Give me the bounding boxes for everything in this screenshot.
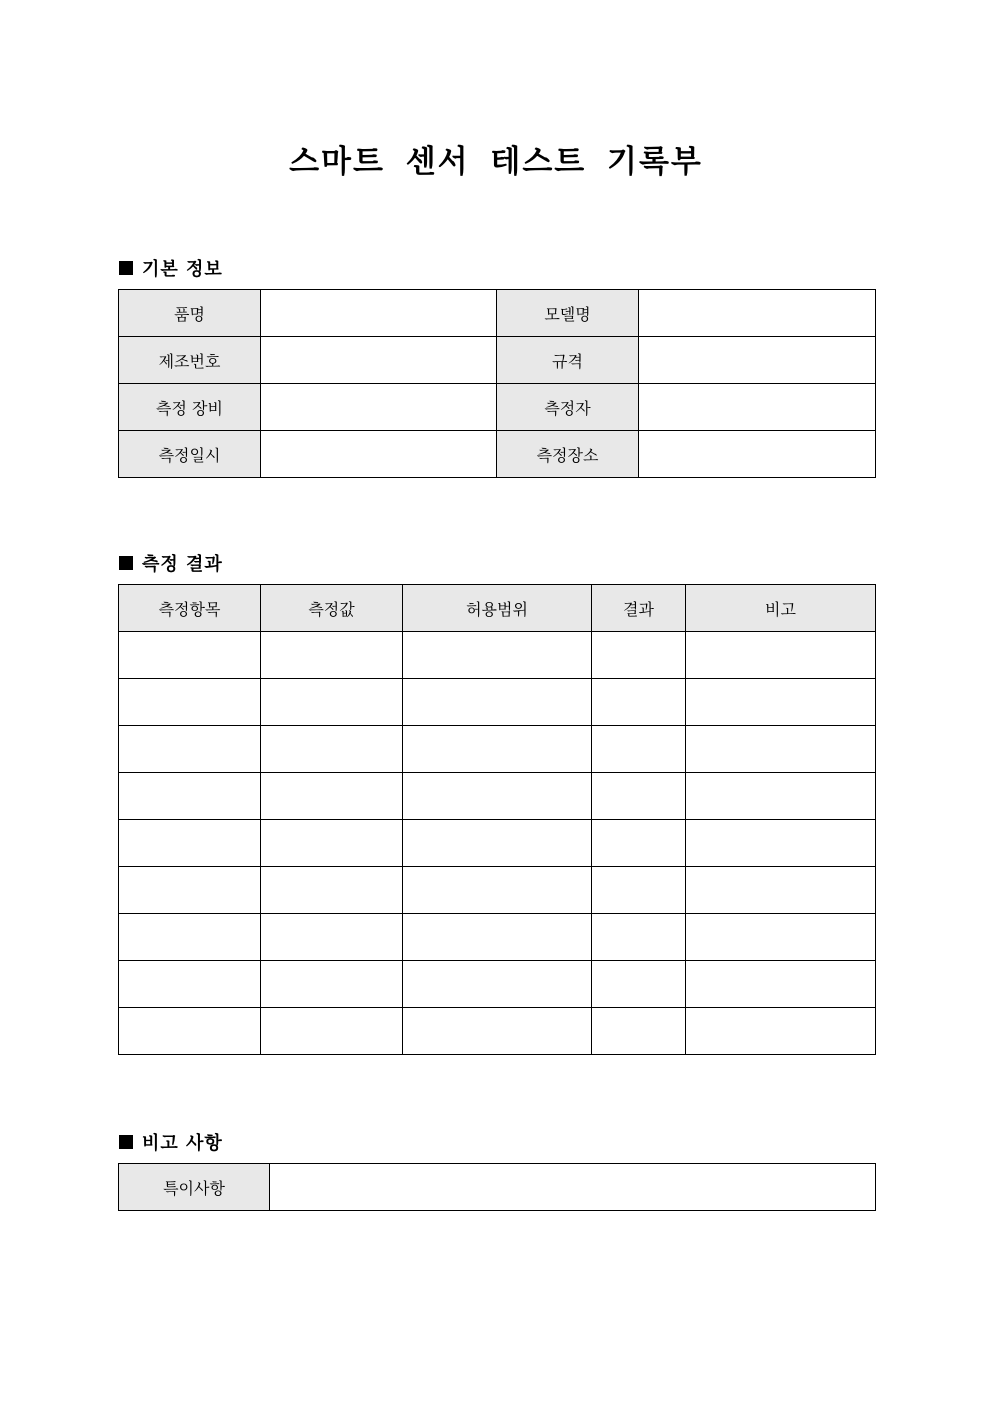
basic-info-value-field[interactable] (261, 290, 497, 337)
results-row (119, 914, 876, 961)
results-cell[interactable] (261, 632, 403, 679)
results-cell[interactable] (686, 820, 876, 867)
basic-info-label: 모델명 (497, 290, 639, 337)
results-heading (119, 550, 223, 576)
notes-value-field[interactable] (270, 1164, 876, 1211)
results-row (119, 961, 876, 1008)
results-cell[interactable] (686, 632, 876, 679)
results-cell[interactable] (261, 726, 403, 773)
black-square-icon (119, 261, 133, 275)
results-header-row (119, 585, 876, 632)
results-table (118, 584, 876, 1055)
basic-info-label: 측정장소 (497, 431, 639, 478)
results-column-header: 결과 (592, 585, 686, 632)
basic-info-value-field[interactable] (639, 290, 876, 337)
notes-label: 특이사항 (119, 1164, 270, 1211)
results-row (119, 726, 876, 773)
results-cell[interactable] (261, 867, 403, 914)
results-cell[interactable] (119, 632, 261, 679)
results-cell[interactable] (592, 961, 686, 1008)
basic-info-value-field[interactable] (261, 337, 497, 384)
basic-info-row (119, 290, 876, 337)
basic-info-row (119, 384, 876, 431)
results-cell[interactable] (261, 820, 403, 867)
notes-table (118, 1163, 876, 1211)
results-row (119, 867, 876, 914)
results-row (119, 632, 876, 679)
results-column-header: 비고 (686, 585, 876, 632)
notes-heading (119, 1129, 223, 1155)
basic-info-row (119, 337, 876, 384)
basic-info-label: 측정일시 (119, 431, 261, 478)
results-cell[interactable] (592, 867, 686, 914)
results-cell[interactable] (119, 867, 261, 914)
results-row (119, 679, 876, 726)
results-cell[interactable] (403, 1008, 592, 1055)
results-column-header: 측정값 (261, 585, 403, 632)
results-cell[interactable] (686, 679, 876, 726)
results-cell[interactable] (119, 726, 261, 773)
black-square-icon (119, 1135, 133, 1149)
results-row (119, 1008, 876, 1055)
basic-info-label: 제조번호 (119, 337, 261, 384)
results-cell[interactable] (261, 961, 403, 1008)
basic-info-value-field[interactable] (261, 431, 497, 478)
basic-info-value-field[interactable] (639, 337, 876, 384)
results-cell[interactable] (592, 820, 686, 867)
basic-info-value-field[interactable] (639, 431, 876, 478)
results-cell[interactable] (119, 773, 261, 820)
basic-info-heading-text: 기본 정보 (142, 259, 223, 280)
results-cell[interactable] (592, 679, 686, 726)
basic-info-row (119, 431, 876, 478)
results-cell[interactable] (119, 679, 261, 726)
results-cell[interactable] (261, 1008, 403, 1055)
basic-info-value-field[interactable] (639, 384, 876, 431)
results-cell[interactable] (119, 1008, 261, 1055)
results-cell[interactable] (686, 1008, 876, 1055)
page-title: 스마트 센서 테스트 기록부 (289, 144, 703, 180)
basic-info-label: 측정 장비 (119, 384, 261, 431)
results-cell[interactable] (261, 914, 403, 961)
basic-info-value-field[interactable] (261, 384, 497, 431)
results-cell[interactable] (119, 820, 261, 867)
results-cell[interactable] (686, 726, 876, 773)
results-cell[interactable] (592, 726, 686, 773)
results-row (119, 773, 876, 820)
results-heading-text: 측정 결과 (142, 554, 223, 575)
results-cell[interactable] (686, 867, 876, 914)
results-cell[interactable] (119, 961, 261, 1008)
basic-info-heading (119, 255, 223, 281)
basic-info-table (118, 289, 876, 478)
results-cell[interactable] (403, 632, 592, 679)
results-cell[interactable] (592, 632, 686, 679)
results-cell[interactable] (403, 961, 592, 1008)
black-square-icon (119, 556, 133, 570)
results-row (119, 820, 876, 867)
results-cell[interactable] (592, 1008, 686, 1055)
notes-heading-text: 비고 사항 (142, 1133, 223, 1154)
results-cell[interactable] (403, 679, 592, 726)
basic-info-label: 규격 (497, 337, 639, 384)
results-cell[interactable] (592, 914, 686, 961)
results-cell[interactable] (403, 726, 592, 773)
results-cell[interactable] (403, 914, 592, 961)
results-cell[interactable] (403, 867, 592, 914)
basic-info-label: 품명 (119, 290, 261, 337)
results-cell[interactable] (403, 820, 592, 867)
results-cell[interactable] (592, 773, 686, 820)
notes-row (119, 1164, 876, 1211)
results-cell[interactable] (403, 773, 592, 820)
results-column-header: 허용범위 (403, 585, 592, 632)
results-cell[interactable] (686, 961, 876, 1008)
results-column-header: 측정항목 (119, 585, 261, 632)
results-cell[interactable] (119, 914, 261, 961)
results-cell[interactable] (686, 914, 876, 961)
results-cell[interactable] (261, 679, 403, 726)
results-cell[interactable] (261, 773, 403, 820)
results-cell[interactable] (686, 773, 876, 820)
basic-info-label: 측정자 (497, 384, 639, 431)
